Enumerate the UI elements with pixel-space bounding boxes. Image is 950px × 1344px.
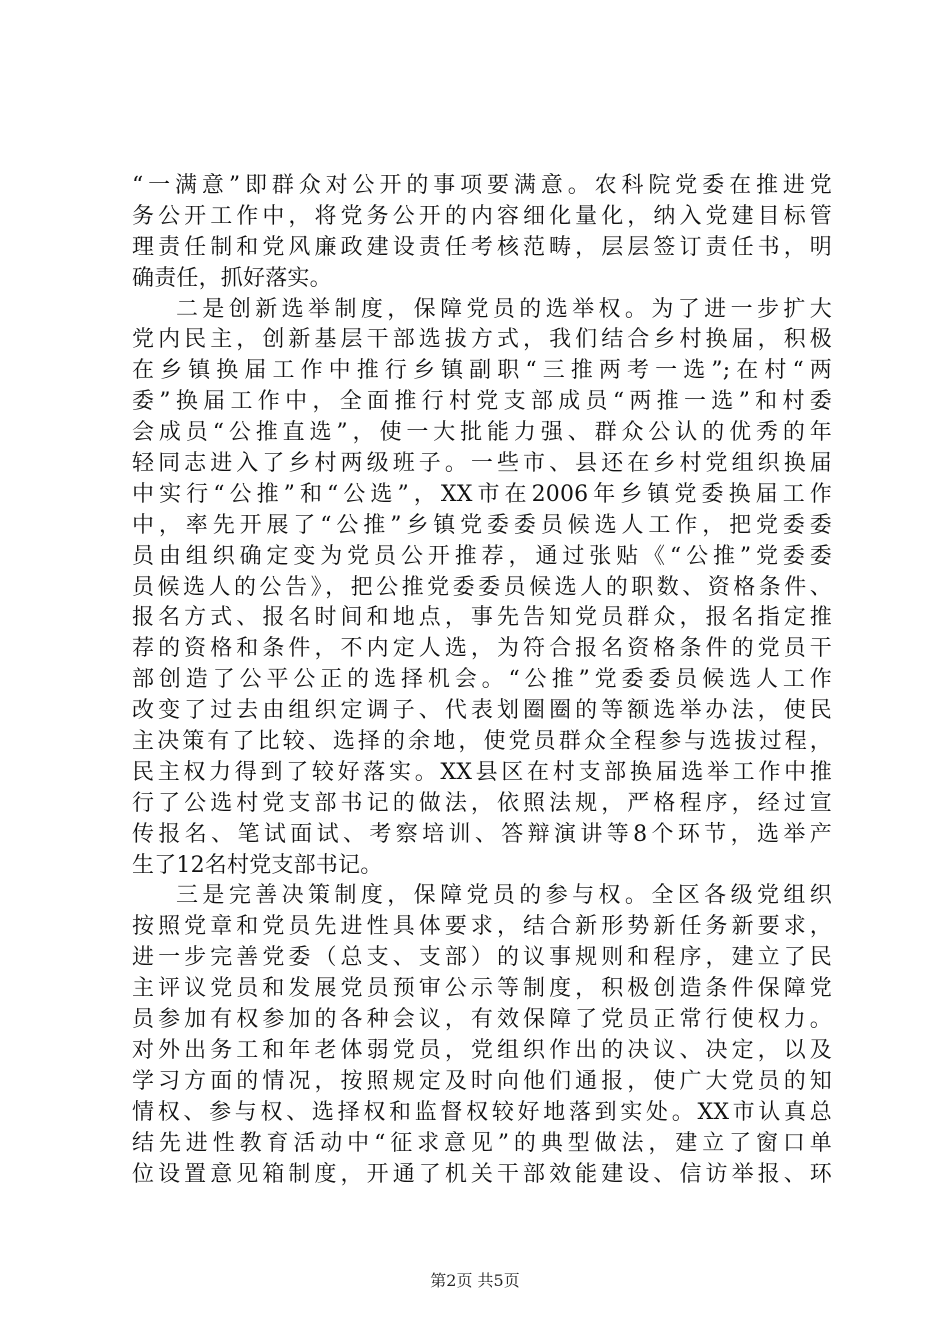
text-line: 荐的资格和条件，不内定人选，为符合报名资格条件的党员干 — [132, 636, 832, 662]
text-line: 学习方面的情况，按照规定及时向他们通报，使广大党员的知 — [132, 1068, 832, 1094]
text-line: 中，率先开展了“公推”乡镇党委委员候选人工作，把党委委 — [132, 512, 832, 538]
text-line: 结先进性教育活动中“征求意见”的典型做法，建立了窗口单 — [132, 1130, 832, 1156]
text-line: 员参加有权参加的各种会议，有效保障了党员正常行使权力。 — [132, 1007, 832, 1033]
text-line: 报名方式、报名时间和地点，事先告知党员群众，报名指定推 — [132, 605, 832, 631]
text-line: 中实行“公推”和“公选”，XX市在2006年乡镇党委换届工作 — [132, 481, 832, 507]
text-line: 对外出务工和年老体弱党员，党组织作出的决议、决定，以及 — [132, 1037, 832, 1063]
text-line: 确责任，抓好落实。 — [132, 265, 332, 291]
text-line: 行了公选村党支部书记的做法，依照法规，严格程序，经过宣 — [132, 790, 832, 816]
text-line: 二是创新选举制度，保障党员的选举权。为了进一步扩大 — [176, 296, 832, 322]
text-line: 传报名、笔试面试、考察培训、答辩演讲等8个环节，选举产 — [132, 821, 832, 847]
text-line: “一满意”即群众对公开的事项要满意。农科院党委在推进党 — [132, 173, 832, 198]
text-line: 理责任制和党风廉政建设责任考核范畴，层层签订责任书，明 — [132, 234, 832, 260]
text-line: 部创造了公平公正的选择机会。“公推”党委委员候选人工作 — [132, 667, 832, 693]
text-line: 务公开工作中，将党务公开的内容细化量化，纳入党建目标管 — [132, 203, 832, 229]
text-line: 三是完善决策制度，保障党员的参与权。全区各级党组织 — [176, 883, 832, 909]
text-line: 主决策有了比较、选择的余地，使党员群众全程参与选拔过程， — [132, 729, 832, 755]
paragraph — [132, 171, 832, 295]
text-line: 生了12名村党支部书记。 — [132, 852, 383, 878]
page-footer: 第2页 共5页 — [430, 1271, 520, 1290]
paragraph — [132, 295, 832, 882]
text-line: 员由组织确定变为党员公开推荐，通过张贴《“公推”党委委 — [132, 543, 832, 569]
text-line: 员候选人的公告》，把公推党委委员候选人的职数、资格条件、 — [132, 574, 832, 600]
text-line: 轻同志进入了乡村两级班子。一些市、县还在乡村党组织换届 — [132, 451, 832, 477]
text-line: 进一步完善党委（总支、支部）的议事规则和程序，建立了民 — [132, 945, 832, 971]
text-line: 情权、参与权、选择权和监督权较好地落到实处。XX市认真总 — [132, 1099, 832, 1125]
text-line: 会成员“公推直选”，使一大批能力强、群众公认的优秀的年 — [132, 420, 832, 446]
text-line: 党内民主，创新基层干部选拔方式，我们结合乡村换届，积极 — [132, 327, 832, 353]
text-line: 委”换届工作中，全面推行村党支部成员“两推一选”和村委 — [132, 389, 832, 415]
text-line: 位设置意见箱制度，开通了机关干部效能建设、信访举报、环 — [132, 1161, 832, 1187]
text-line: 主评议党员和发展党员预审公示等制度，积极创造条件保障党 — [132, 976, 832, 1002]
document-body — [132, 171, 832, 1190]
text-line: 按照党章和党员先进性具体要求，结合新形势新任务新要求， — [132, 914, 832, 940]
text-line: 改变了过去由组织定调子、代表划圈圈的等额选举办法，使民 — [132, 698, 832, 724]
paragraph — [132, 881, 832, 1190]
text-line: 在乡镇换届工作中推行乡镇副职“三推两考一选”;在村“两 — [132, 358, 832, 384]
text-line: 民主权力得到了较好落实。XX县区在村支部换届选举工作中推 — [132, 759, 832, 785]
